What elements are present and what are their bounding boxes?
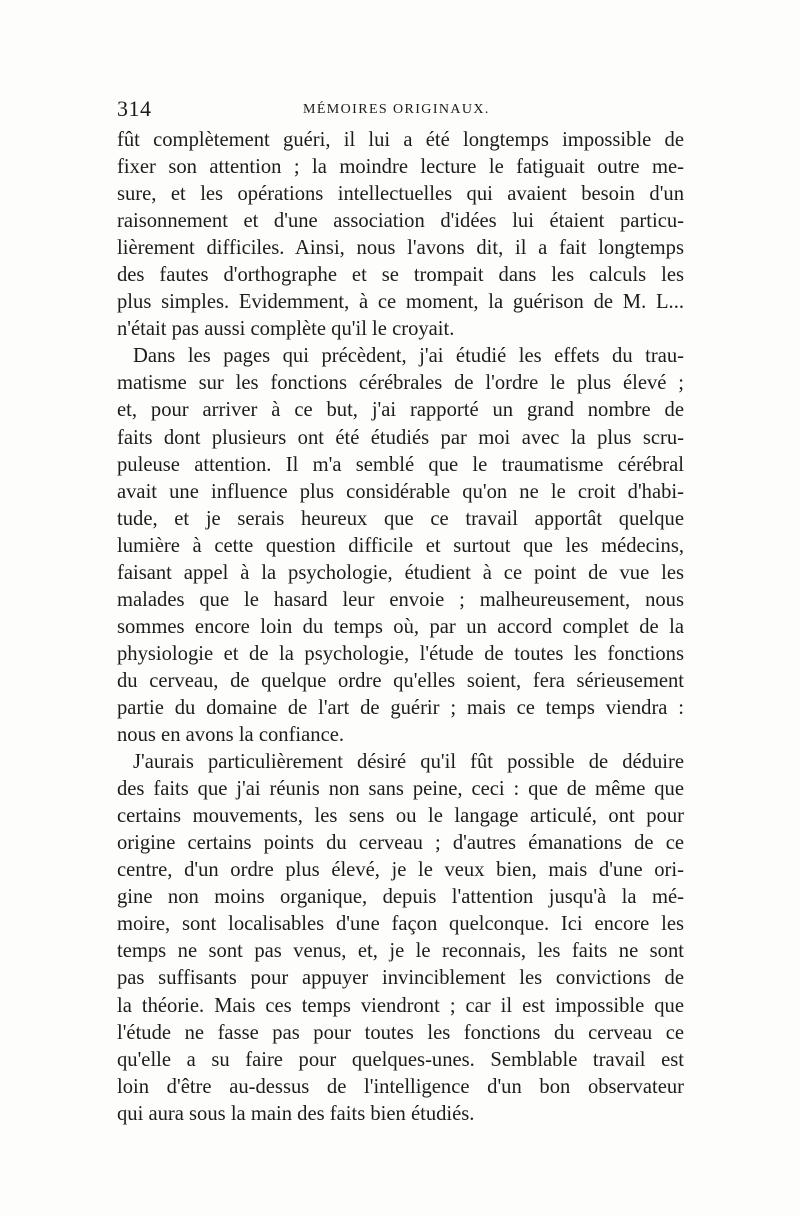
text-line: faisant appel à la psychologie, étudient à ce point de vue les [117,561,684,584]
text-line: et, pour arriver à ce but, j'ai rapporté un grand nombre de [117,399,684,422]
text-line: du cerveau, de quelque ordre qu'elles soient, fera sérieusement [117,669,684,692]
text-line: Dans les pages qui précèdent, j'ai étudié les effets du trau- [133,345,684,368]
text-line: sure, et les opérations intellectuelles qui avaient besoin d'un [117,183,684,206]
text-line: la théorie. Mais ces temps viendront ; car il est impossible que [117,994,684,1017]
text-line: pas suffisants pour appuyer invinciblement les convictions de [117,967,684,990]
text-line: lièrement difficiles. Ainsi, nous l'avons dit, il a fait longtemps [117,237,684,260]
text-line: matisme sur les fonctions cérébrales de l'ordre le plus élevé ; [117,372,684,395]
text-line: n'était pas aussi complète qu'il le croyait. [117,318,455,341]
text-line: centre, d'un ordre plus élevé, je le veux bien, mais d'une ori- [117,859,684,882]
text-line: lumière à cette question difficile et surtout que les médecins, [117,534,684,557]
text-line: gine non moins organique, depuis l'attention jusqu'à la mé- [117,886,684,909]
text-line: moire, sont localisables d'une façon quelconque. Ici encore les [117,913,684,936]
text-line: nous en avons la confiance. [117,724,345,747]
page-number: 314 [117,96,152,121]
text-line: qui aura sous la main des faits bien étudiés. [117,1102,475,1125]
text-line: des fautes d'orthographe et se trompait dans les calculs les [117,264,684,287]
text-line: temps ne sont pas venus, et, je le reconnais, les faits ne sont [117,940,684,963]
text-line: malades que le hasard leur envoie ; malheureusement, nous [117,588,684,611]
body-text [117,127,684,1128]
running-title: MÉMOIRES ORIGINAUX. [303,102,490,117]
text-line: fixer son attention ; la moindre lecture le fatiguait outre me- [117,156,684,179]
page-header [117,96,683,126]
text-line: sommes encore loin du temps où, par un accord complet de la [117,615,684,638]
text-line: qu'elle a su faire pour quelques-unes. Semblable travail est [117,1048,684,1071]
text-line: raisonnement et d'une association d'idées lui étaient particu- [117,210,684,233]
text-line: physiologie et de la psychologie, l'étude de toutes les fonctions [117,642,684,665]
text-line: plus simples. Evidemment, à ce moment, la guérison de M. L... [117,291,684,314]
text-line: des faits que j'ai réunis non sans peine, ceci : que de même que [117,778,684,801]
text-line: J'aurais particulièrement désiré qu'il fût possible de déduire [133,751,684,774]
text-line: certains mouvements, les sens ou le langage articulé, ont pour [117,805,684,828]
text-line: l'étude ne fasse pas pour toutes les fonctions du cerveau ce [117,1021,684,1044]
text-line: tude, et je serais heureux que ce travail apportât quelque [117,507,684,530]
paragraph [117,343,684,749]
paragraph [117,127,684,343]
text-line: faits dont plusieurs ont été étudiés par moi avec la plus scru- [117,426,684,449]
text-line: origine certains points du cerveau ; d'autres émanations de ce [117,832,684,855]
text-line: partie du domaine de l'art de guérir ; mais ce temps viendra : [117,696,684,719]
text-line: avait une influence plus considérable qu'on ne le croit d'habi- [117,480,684,503]
text-line: fût complètement guéri, il lui a été longtemps impossible de [117,129,684,151]
text-line: puleuse attention. Il m'a semblé que le traumatisme cérébral [117,453,684,476]
text-line: loin d'être au-dessus de l'intelligence d'un bon observateur [117,1075,684,1098]
paragraph [117,749,684,1128]
